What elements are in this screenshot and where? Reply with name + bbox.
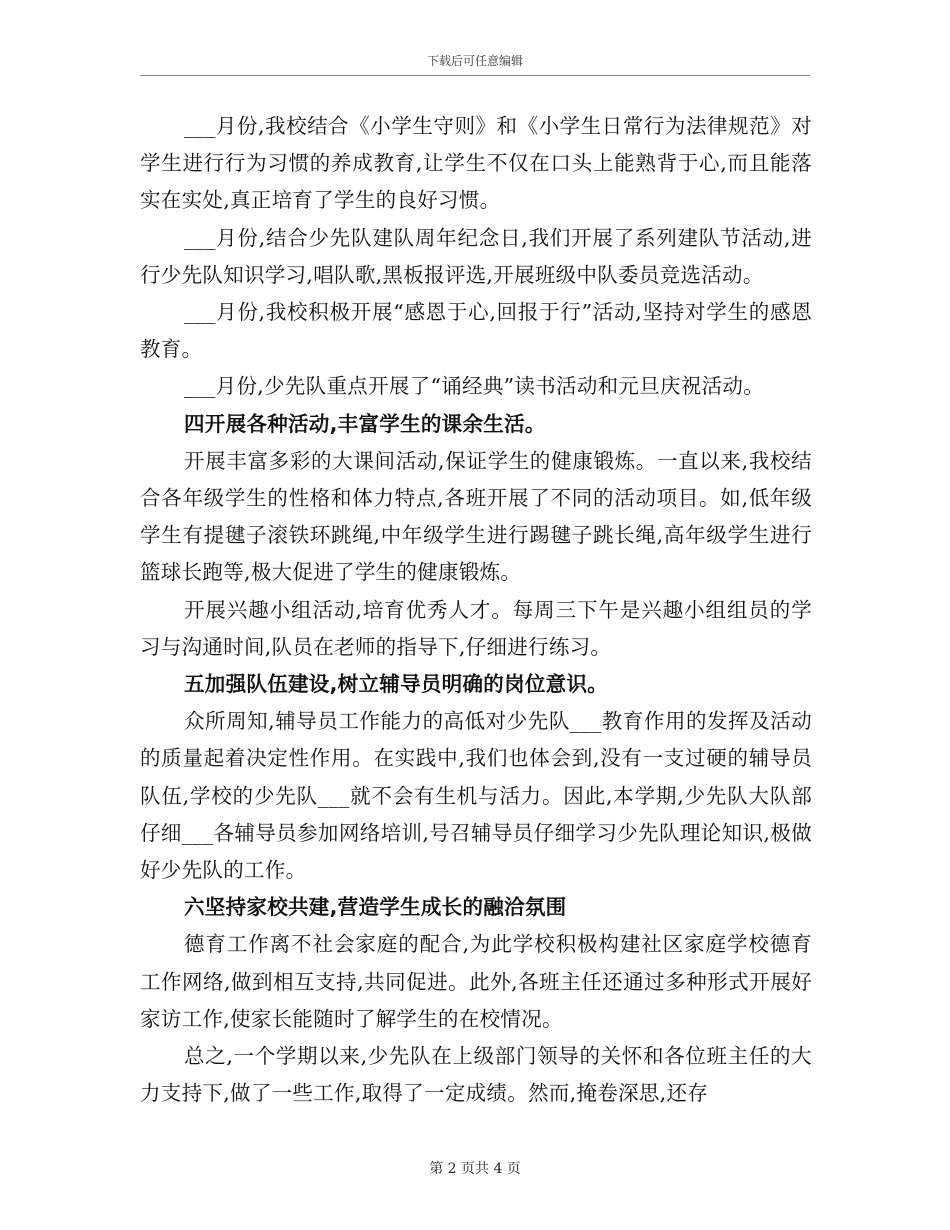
- paragraph-team-anniversary: ___月份,结合少先队建队周年纪念日,我们开展了系列建队节活动,进行少先队知识学习,唱队歌,黑板报评选,开展班级中队委员竞选活动。: [140, 225, 812, 287]
- paragraph-gratitude: ___月份,我校积极开展“感恩于心,回报于行”活动,坚持对学生的感恩教育。: [140, 300, 812, 362]
- paragraph-home-school: 德育工作离不社会家庭的配合,为此学校积极构建社区家庭学校德育工作网络,做到相互支持,共同促进。此外,各班主任还通过多种形式开展好家访工作,使家长能随时了解学生的在校情况。: [140, 932, 812, 1031]
- page-header: 下载后可任意编辑: [426, 54, 523, 68]
- paragraph-interest-groups: 开展兴趣小组活动,培育优秀人才。每周三下午是兴趣小组组员的学习与沟通时间,队员在老师的指导下,仔细进行练习。: [140, 597, 812, 659]
- section-heading-4: 四开展各种活动,丰富学生的课余生活。: [184, 411, 546, 436]
- section-heading-6: 六坚持家校共建,营造学生成长的融洽氛围: [184, 895, 567, 920]
- paragraph-break-activities: 开展丰富多彩的大课间活动,保证学生的健康锻炼。一直以来,我校结合各年级学生的性格和体力特点,各班开展了不同的活动项目。如,低年级学生有提毽子滚铁环跳绳,中年级学生进行踢毽子跳长绳,高年级学生进行篮球长跑等,极大促进了学生的健康锻炼。: [140, 448, 812, 585]
- header-divider: [140, 75, 810, 76]
- paragraph-counselor-team: 众所周知,辅导员工作能力的高低对少先队___教育作用的发挥及活动的质量起着决定性作用。在实践中,我们也体会到,没有一支过硬的辅导员队伍,学校的少先队___就不会有生机与活力。因此,本学期,少先队大队部仔细___各辅导员参加网络培训,号召辅导员仔细学习少先队理论知识,极做好少先队的工作。: [140, 709, 812, 883]
- document-body: [140, 108, 812, 1112]
- paragraph-classics-reading: ___月份,少先队重点开展了“诵经典”读书活动和元旦庆祝活动。: [184, 374, 765, 399]
- paragraph-behavior-habits: ___月份,我校结合《小学生守则》和《小学生日常行为法律规范》对学生进行行为习惯的养成教育,让学生不仅在口头上能熟背于心,而且能落实在实处,真正培育了学生的良好习惯。: [140, 114, 812, 213]
- paragraph-summary: 总之,一个学期以来,少先队在上级部门领导的关怀和各位班主任的大力支持下,做了一些工作,取得了一定成绩。然而,掩卷深思,还存: [140, 1044, 812, 1106]
- page-footer: 第 2 页共 4 页: [429, 1161, 521, 1177]
- section-heading-5: 五加强队伍建设,树立辅导员明确的岗位意识。: [184, 672, 609, 697]
